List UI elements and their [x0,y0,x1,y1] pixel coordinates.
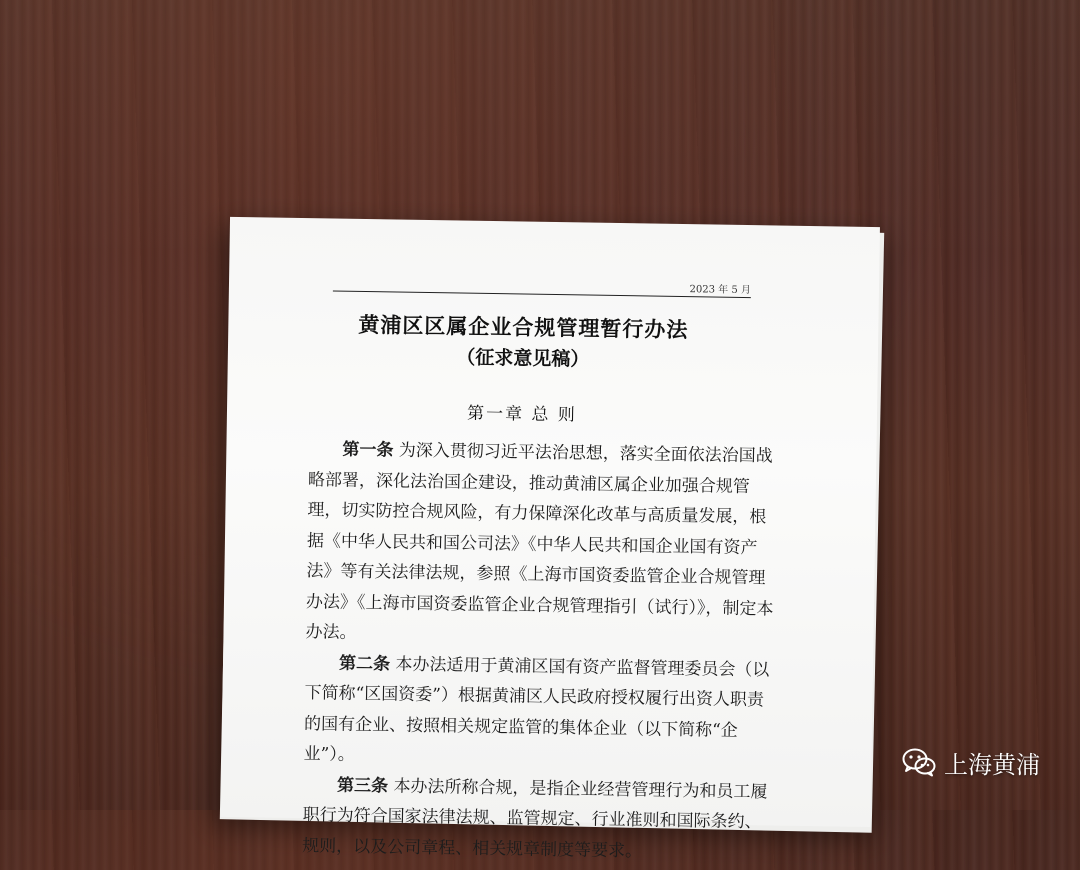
article-text: 本办法所称合规，是指企业经营管理行为和员工履职行为符合国家法律法规、监管规定、行业准则和国际条约、规则，以及公司章程、相关规章制度等要求。 [302,775,768,861]
document-subtitle: （征求意见稿） [456,346,590,371]
document-body [302,434,779,868]
chapter-heading: 第一章 总 则 [466,403,578,426]
header-rule [333,291,751,299]
account-watermark [902,744,1040,780]
article-label: 第二条 [338,653,391,674]
wechat-icon [902,747,936,777]
document-title: 黄浦区区属企业合规管理暂行办法 [358,311,689,343]
article-3 [302,770,773,869]
watermark-text: 上海黄浦 [944,750,1040,779]
document-date: 2023 年 5 月 [689,284,752,297]
article-text: 本办法适用于黄浦区国有资产监督管理委员会（以下简称“区国资委”）根据黄浦区人民政府授权履行出资人职责的国有企业、按照相关规定监管的集体企业（以下简称“企业”）。 [303,653,770,765]
article-2 [303,648,775,777]
article-1 [305,434,778,655]
article-label: 第一条 [342,439,394,461]
article-text: 为深入贯彻习近平法治思想，落实全面依法治国战略部署，深化法治国企建设，推动黄浦区属企业加强合规管理，切实防控合规风险，有力保障深化改革与高质量发展，根据《中华人民共和国公司法》《中华人民共和国企业国有资产法》等有关法律法规，参照《上海市国资委监管企业合规管理办法》《上海市国资委监管企业合规管理指引（试行）》，制定本办法。 [305,440,774,643]
article-label: 第三条 [336,775,389,796]
document-page [221,217,880,861]
